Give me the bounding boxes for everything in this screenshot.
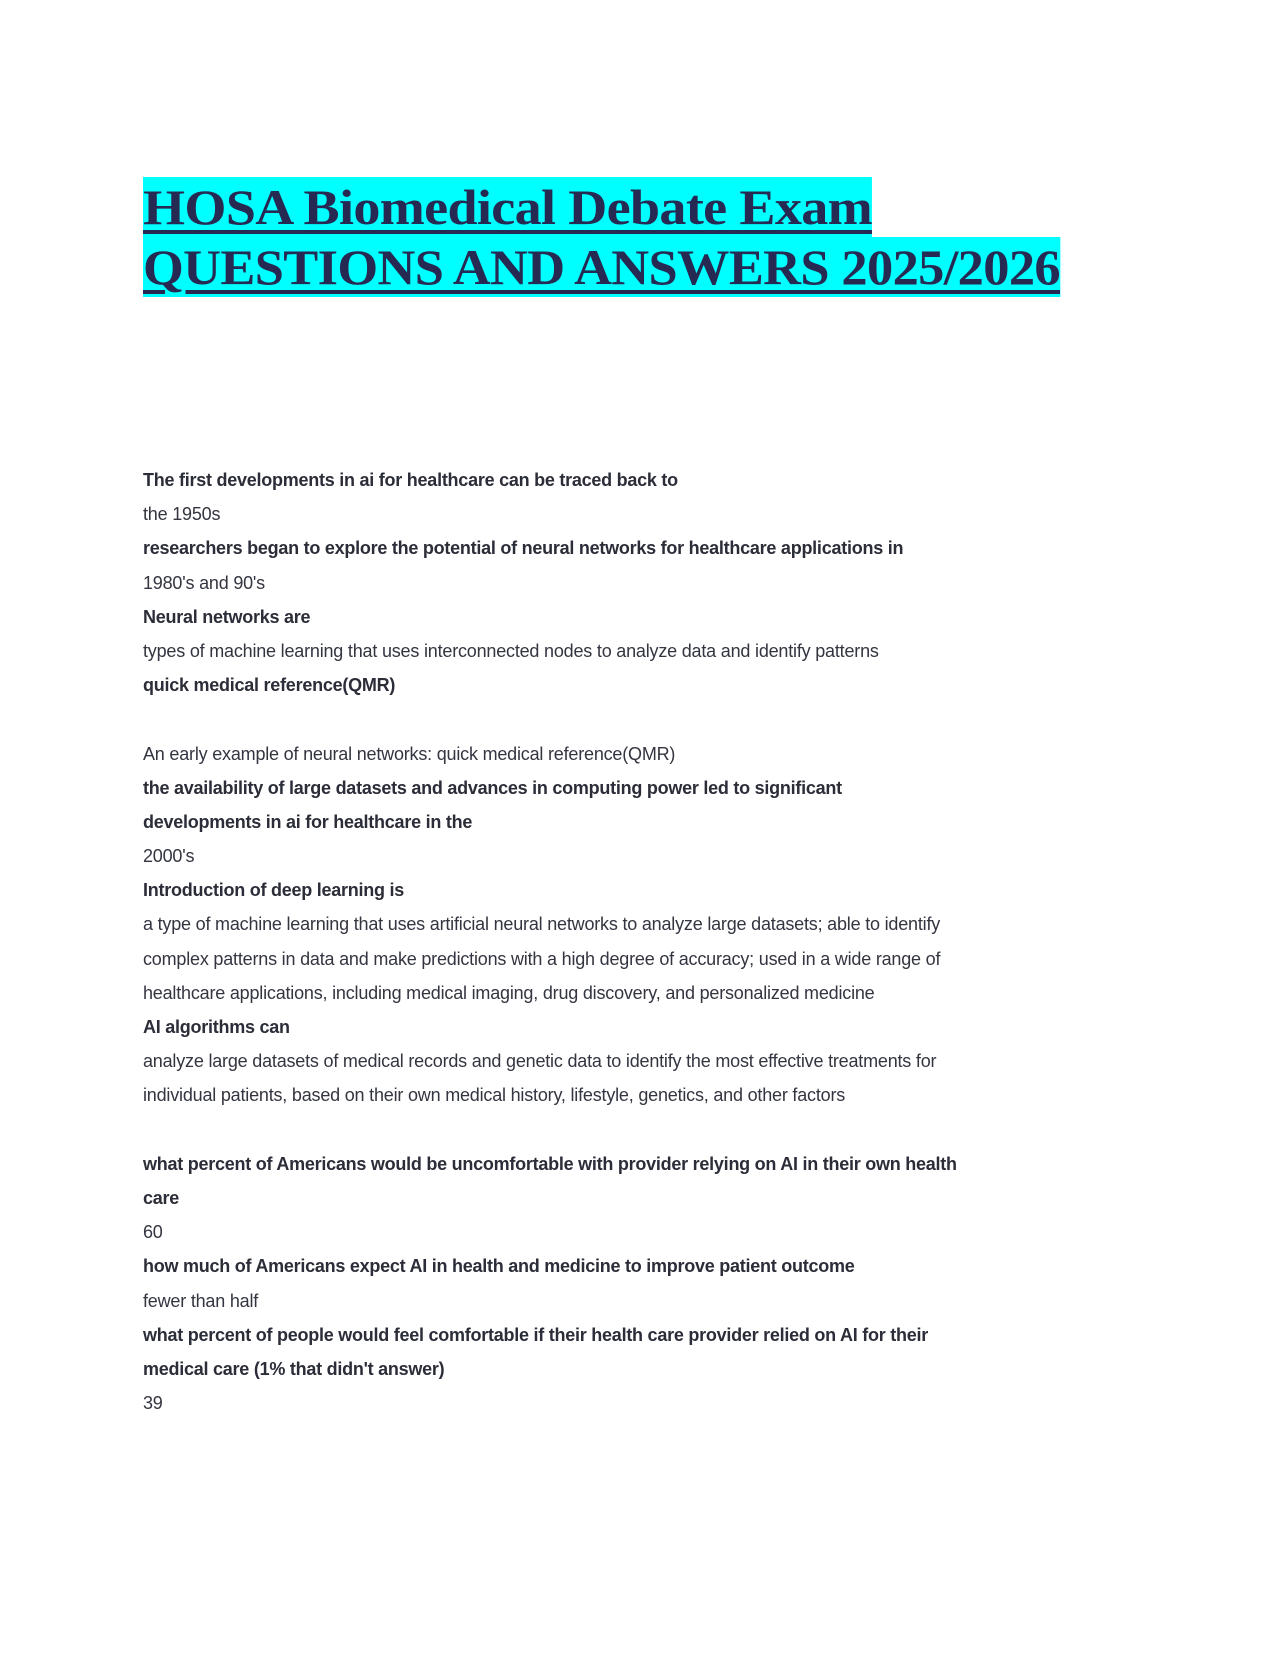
qa-item <box>143 600 1143 668</box>
qa-item <box>143 771 1143 874</box>
question-text: care <box>143 1187 180 1208</box>
blank-line <box>143 702 1143 736</box>
answer-text: the 1950s <box>143 504 221 525</box>
question-text: developments in ai for healthcare in the <box>143 811 473 832</box>
question-text: quick medical reference(QMR) <box>143 675 396 696</box>
qa-item <box>143 463 1143 531</box>
answer-text: An early example of neural networks: quick medical reference(QMR) <box>143 743 676 764</box>
question-text: The first developments in ai for healthcare can be traced back to <box>143 470 678 490</box>
answer-text: healthcare applications, including medical imaging, drug discovery, and personalized medicine <box>143 982 875 1003</box>
question-text: Introduction of deep learning is <box>143 880 405 901</box>
title-line-1: HOSA Biomedical Debate Exam <box>143 179 872 235</box>
blank-line <box>143 1113 1143 1147</box>
question-text: AI algorithms can <box>143 1017 290 1037</box>
qa-item <box>143 1010 1143 1147</box>
answer-text: fewer than half <box>143 1290 259 1311</box>
answer-text: complex patterns in data and make predictions with a high degree of accuracy; used in a wide range of <box>143 948 941 969</box>
answer-text: 60 <box>143 1222 163 1243</box>
answer-text: a type of machine learning that uses artificial neural networks to analyze large datasets; able to identify <box>143 914 941 935</box>
qa-item <box>143 668 1143 771</box>
title-line-2: QUESTIONS AND ANSWERS 2025/2026 <box>143 239 1060 295</box>
question-text: what percent of Americans would be uncomfortable with provider relying on AI in their own health <box>143 1153 957 1174</box>
qa-item <box>143 1318 1143 1421</box>
question-text: researchers began to explore the potential of neural networks for healthcare applications in <box>143 538 904 559</box>
qa-item <box>143 1147 1143 1250</box>
qa-item <box>143 1249 1143 1317</box>
answer-text: types of machine learning that uses interconnected nodes to analyze data and identify patterns <box>143 640 879 661</box>
document-title <box>143 177 1060 297</box>
answer-text: 2000's <box>143 846 195 867</box>
question-text: what percent of people would feel comfortable if their health care provider relied on AI for their <box>143 1324 928 1345</box>
question-text: Neural networks are <box>143 606 311 627</box>
answer-text: analyze large datasets of medical records and genetic data to identify the most effective treatments for <box>143 1051 937 1072</box>
answer-text: 39 <box>143 1393 163 1414</box>
question-text: how much of Americans expect AI in health and medicine to improve patient outcome <box>143 1256 855 1277</box>
question-text: medical care (1% that didn't answer) <box>143 1358 445 1379</box>
answer-text: individual patients, based on their own medical history, lifestyle, genetics, and other factors <box>143 1085 846 1106</box>
qa-item <box>143 531 1143 599</box>
qa-item <box>143 873 1143 1010</box>
question-text: the availability of large datasets and advances in computing power led to significant <box>143 777 842 798</box>
answer-text: 1980's and 90's <box>143 572 265 593</box>
qa-list <box>143 463 1143 1420</box>
